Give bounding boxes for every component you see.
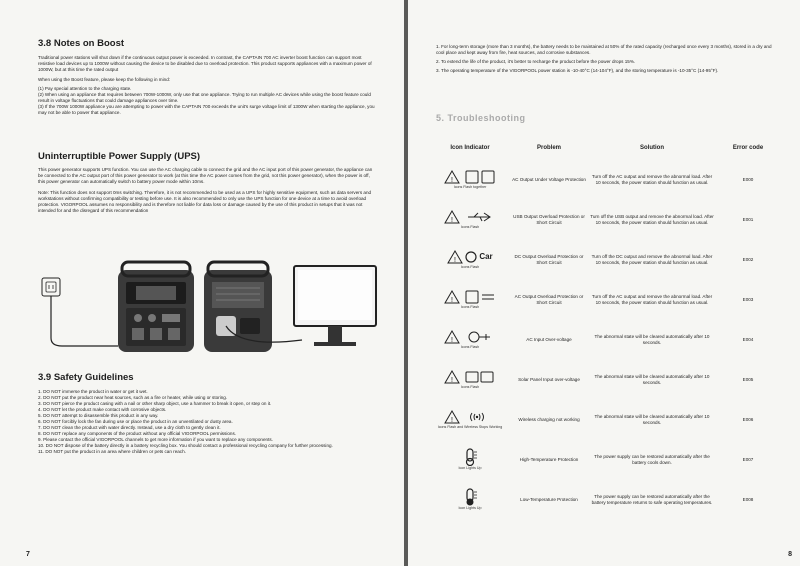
problem-cell: AC Output Under Voltage Protection	[512, 177, 586, 183]
page-number-right: 8	[788, 551, 792, 558]
boost-title: 3.8 Notes on Boost	[38, 38, 125, 49]
storage-notes	[436, 44, 776, 74]
error-code-cell: E005	[742, 377, 754, 383]
column-header-problem: Problem	[536, 145, 561, 151]
triangle-warning-icon	[431, 169, 509, 185]
problem-cell: AC Output Overload Protection or Short Circuit	[514, 294, 584, 305]
svg-text:!: !	[451, 337, 453, 345]
thermometer-hot-icon	[431, 448, 509, 466]
power-station-front	[118, 262, 194, 352]
troubleshooting-table	[430, 136, 780, 520]
right-page	[408, 0, 800, 566]
error-code-cell: E006	[742, 417, 754, 423]
list-item: 6. DO NOT forcibly lock the fan during use or place the product in an unventilated or dusty area.	[38, 419, 233, 424]
svg-text:!: !	[451, 177, 453, 185]
problem-cell: USB Output Overload Protection or Short Circuit	[513, 214, 585, 225]
icon-label: Icons Flash	[460, 345, 480, 350]
list-item: (1) Pay special attention to the charging state.	[38, 86, 132, 91]
icon-label: Icons Flash	[460, 305, 480, 310]
list-item: 8. DO NOT replace any components of the product without any official VIGORPOOL permissions.	[38, 431, 237, 436]
icon-cell	[430, 240, 510, 280]
problem-cell: Wireless charging not working	[518, 417, 580, 423]
page-number-left: 7	[26, 551, 30, 558]
wireless-warning-icon	[431, 409, 509, 425]
icon-label: Icon Lights Up	[458, 466, 482, 471]
table-row	[430, 440, 780, 480]
wall-outlet-icon	[42, 278, 60, 296]
problem-cell: Solar Panel Input over-voltage	[518, 377, 580, 383]
column-header-solution: Solution	[640, 145, 664, 151]
icon-cell	[430, 200, 510, 240]
boost-section	[38, 38, 378, 116]
error-code-cell: E000	[742, 177, 754, 183]
ups-section	[38, 151, 378, 214]
list-item: 10. DO NOT dispose of the battery directly in a battery recycling box. You should contact a professional recycling company for further processing.	[38, 443, 333, 448]
solution-cell: Turn off the USB output and remove the abnormal load. After 10 seconds, the power station should function as usual.	[590, 214, 714, 225]
troubleshooting-title: 5. Troubleshooting	[436, 113, 526, 123]
list-item: 1. For long-term storage (more than 3 months), the battery needs to be maintained at 50% of the rated capacity (recharged once every 3 months), stored in a dry and cool place and kept away from fire, heat sources, and corrosive substances.	[436, 44, 772, 55]
list-item: 3. The operating temperature of the VIGORPOOL power station is -10-40°C (14-104°F), and the storing temperature is -10-35°C (14-95°F).	[436, 68, 719, 73]
error-code-cell: E002	[742, 257, 754, 263]
problem-cell: Low-Temperature Protection	[520, 497, 578, 503]
car-label: Car	[479, 252, 493, 262]
ups-para-2: Note: This function does not support 0ms switching. Therefore, it is not recommended to be used as a UPS for highly sensitive equipment, such as data servers and workstations without confirming compatibility or testing before use. It is also recommended to only use the UPS function for one device at a time to avoid overload protection. VIGORPOOL assumes no responsibility and is therefore not liable for data loss or damage caused by the use of this product in setups that it was not intended for and the disregard of this recommendation	[38, 190, 372, 213]
table-row	[430, 160, 780, 200]
icon-cell	[430, 160, 510, 200]
problem-cell: High-Temperature Protection	[519, 457, 579, 463]
problem-cell: DC Output Overload Protection or Short Circuit	[514, 254, 584, 265]
svg-text:!: !	[451, 377, 453, 385]
ac-input-warning-icon	[431, 329, 509, 345]
solution-cell: The power supply can be restored automatically after the battery cools down.	[594, 454, 710, 465]
error-code-cell: E003	[742, 297, 754, 303]
list-item: 9. Please contact the official VIGORPOOL channels to get more information if you want to replace any components.	[38, 437, 273, 442]
table-row	[430, 200, 780, 240]
icon-label: Icons Flash	[460, 385, 480, 390]
list-item: (3) If the 700W 1000W appliance you are attempting to power with the CAPTAIN 700 exceeds the unit's surge voltage limit of 1300W when starting the appliance, you may not be able to power that appliance.	[38, 104, 375, 115]
table-header-row	[430, 136, 780, 160]
solution-cell: The power supply can be restored automatically after the battery temperature returns to safe operating temperatures.	[591, 494, 713, 505]
icon-label: Icons Flash together	[453, 185, 487, 190]
list-item: 3. DO NOT pierce the product casing with a nail or other sharp object, use a hammer to break it open, or step on it.	[38, 401, 272, 406]
boost-para-2: When using the Boost feature, please keep the following in mind:	[38, 77, 171, 82]
icon-cell	[430, 400, 510, 440]
ups-para-1: This power generator supports UPS function. You can use the AC charging cable to connect the grid and the AC input port of this power generator, the appliance can be connected to the AC output port of this power generator to work (at this time the AC power comes from the grid, not this power generator), when the power is off, this power generator can automatically switch to battery power mode within 10ms.	[38, 167, 373, 184]
icon-cell	[430, 440, 510, 480]
list-item: 11. DO NOT put the product in an area where children or pets can reach.	[38, 449, 186, 454]
ups-title: Uninterruptible Power Supply (UPS)	[38, 151, 201, 162]
icon-cell	[430, 320, 510, 360]
solution-cell: The abnormal state will be cleared automatically after 10 seconds.	[594, 334, 710, 345]
list-item: 7. DO NOT clean the product with water directly. Instead, use a dry cloth to gently clean it.	[38, 425, 221, 430]
computer-monitor-icon	[294, 266, 376, 346]
column-header-code: Error code	[732, 145, 764, 151]
dc-car-warning-icon	[431, 249, 509, 265]
boost-list	[38, 86, 378, 116]
table-row	[430, 240, 780, 280]
table-row	[430, 320, 780, 360]
ups-illustration	[40, 248, 380, 358]
solution-cell: The abnormal state will be cleared automatically after 10 seconds.	[594, 374, 710, 385]
solution-cell: Turn off the AC output and remove the abnormal load. After 10 seconds, the power station should function as usual.	[591, 174, 713, 185]
safety-section	[38, 372, 378, 455]
table-row	[430, 280, 780, 320]
svg-text:!: !	[451, 297, 453, 305]
list-item: 2. To extend the life of the product, it's better to recharge the product before the power drops 15%.	[436, 59, 636, 64]
icon-label: Icons Flash	[460, 225, 480, 230]
icon-label: Icon Lights Up	[458, 506, 482, 511]
ac-output-warning-icon	[431, 289, 509, 305]
solution-cell: Turn off the DC output and remove the abnormal load. After 10 seconds, the power station should function as usual.	[591, 254, 713, 265]
list-item: 5. DO NOT attempt to disassemble this product in any way.	[38, 413, 159, 418]
usb-warning-icon	[431, 209, 509, 225]
svg-text:!: !	[454, 257, 457, 265]
list-item: 4. DO NOT let the product make contact with corrosive objects.	[38, 407, 167, 412]
table-row	[430, 480, 780, 520]
boost-para-1: Traditional power stations will shut down if the continuous output power is exceeded. In contrast, the CAPTAIN 700 AC inverter boost function can support most resistive load devices up to 1000W without causing the device to be disabled due to overload protection. This product supports appliances with a maximum power of 1000W, but at this time the rated output	[38, 55, 372, 72]
icon-cell	[430, 480, 510, 520]
solution-cell: Turn off the AC output and remove the abnormal load. After 10 seconds, the power station should function as usual.	[591, 294, 713, 305]
safety-title: 3.9 Safety Guidelines	[38, 372, 134, 383]
icon-cell	[430, 360, 510, 400]
list-item: 2. DO NOT put the product near heat sources, such as a fire or heater, while using or storing.	[38, 395, 228, 400]
svg-text:!: !	[451, 417, 453, 425]
table-row	[430, 360, 780, 400]
thermometer-cold-icon	[431, 488, 509, 506]
power-station-side	[204, 262, 272, 352]
safety-list	[38, 389, 378, 455]
column-header-icon: Icon Indicator	[450, 145, 490, 151]
error-code-cell: E004	[742, 337, 754, 343]
svg-text:!: !	[451, 217, 453, 225]
icon-label: Icons Flash	[460, 265, 480, 270]
icon-label: Icons Flash and Wireless Stops Working	[437, 425, 503, 430]
solution-cell: The abnormal state will be cleared automatically after 10 seconds.	[594, 414, 710, 425]
error-code-cell: E001	[742, 217, 754, 223]
list-item: 1. DO NOT immerse the product in water or get it wet.	[38, 389, 148, 394]
icon-cell	[430, 280, 510, 320]
error-code-cell: E007	[742, 457, 754, 463]
error-code-cell: E008	[742, 497, 754, 503]
table-row	[430, 400, 780, 440]
problem-cell: AC Input Over-voltage	[526, 337, 572, 343]
solar-warning-icon	[431, 369, 509, 385]
list-item: (2) When using an appliance that requires between 700W-1000W, only use that one appliance. Trying to run multiple AC devices while using the boost feature could result in voltage fluctuations that could damage appliances over time.	[38, 92, 371, 103]
